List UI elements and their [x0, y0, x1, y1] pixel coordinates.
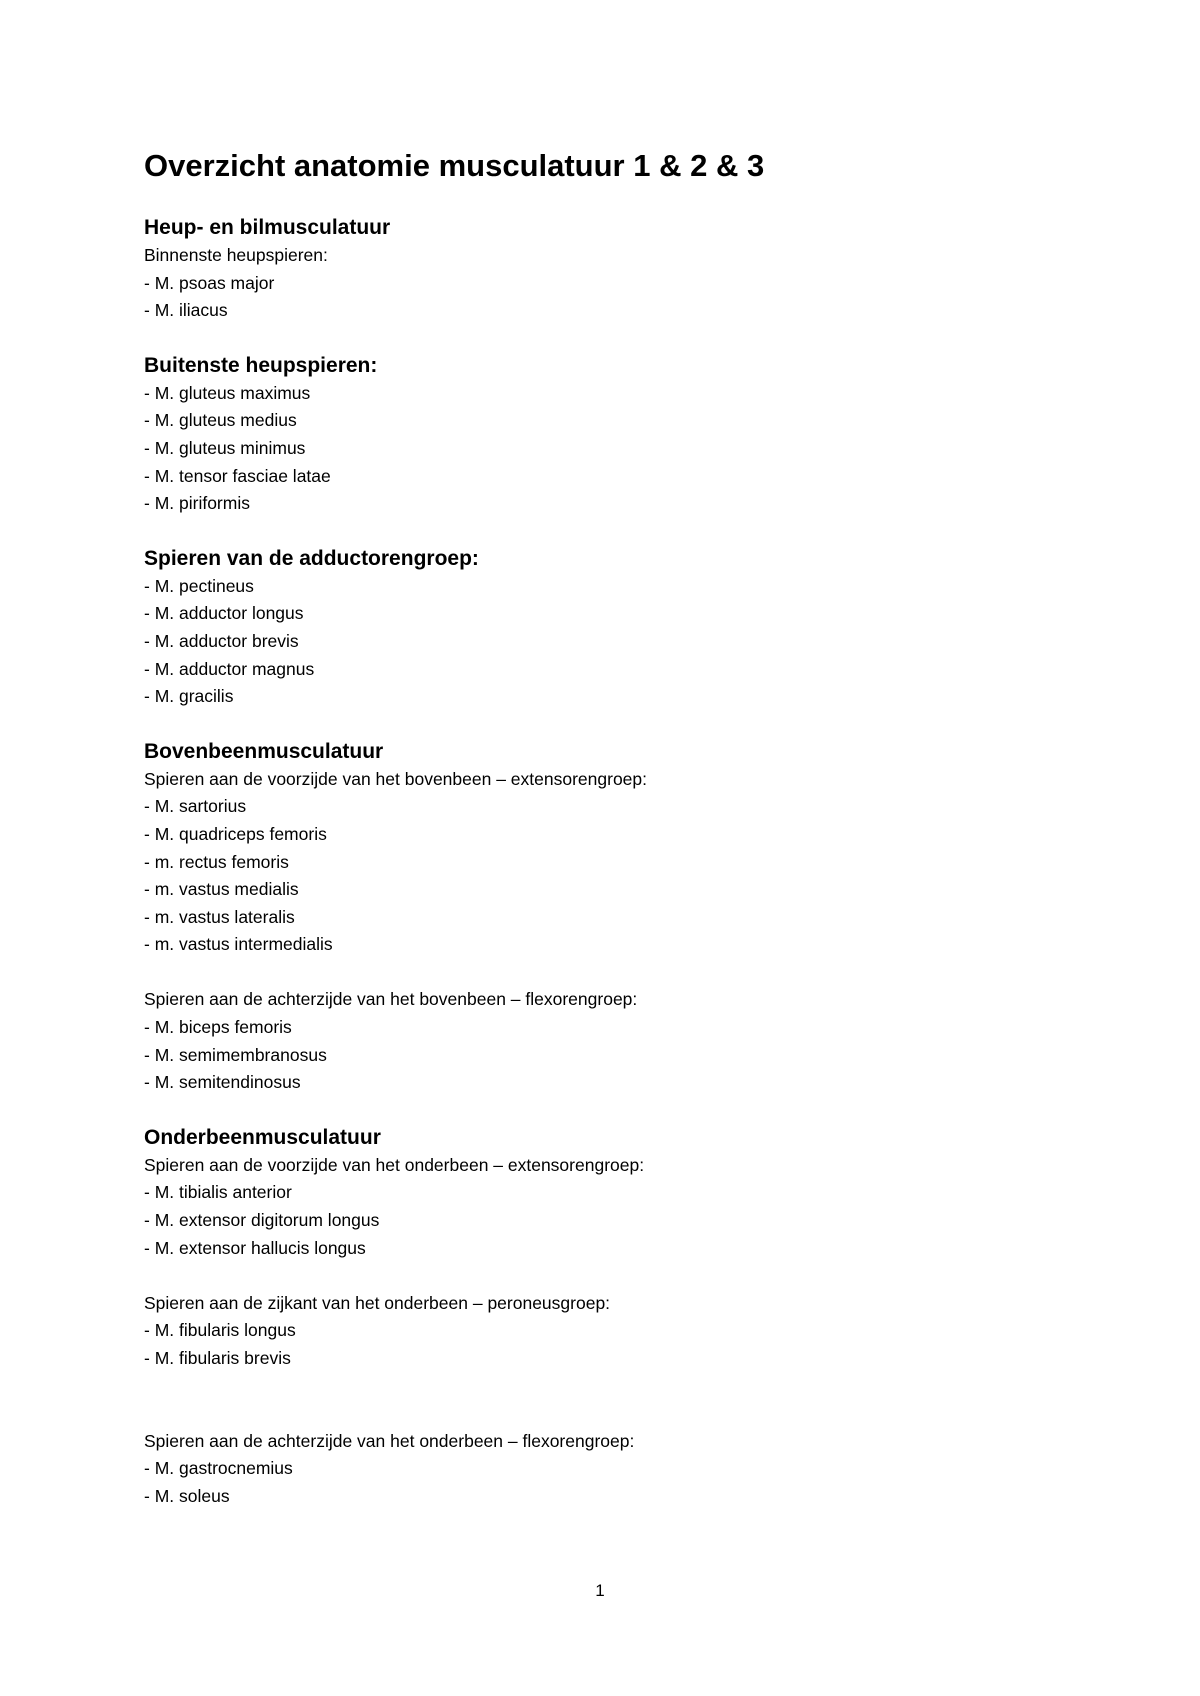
list-item: - M. extensor hallucis longus [144, 1237, 366, 1258]
section-heading: Buitenste heupspieren: [144, 353, 378, 377]
list-item: - M. pectineus [144, 575, 254, 596]
spacer [144, 1097, 1064, 1124]
list-item: - m. vastus medialis [144, 879, 299, 900]
subheading: Spieren aan de zijkant van het onderbeen – peroneusgroep: [144, 1292, 611, 1313]
page-number: 1 [595, 1581, 605, 1600]
spacer [144, 1262, 1064, 1290]
section-heading: Heup- en bilmusculatuur [144, 216, 391, 239]
list-item: - M. adductor magnus [144, 658, 315, 679]
list-item: - M. sartorius [144, 796, 247, 817]
muscle-list [144, 1317, 1064, 1372]
muscle-list [144, 793, 1064, 959]
list-item: - M. gluteus maximus [144, 382, 311, 403]
list-item: - M. semitendinosus [144, 1072, 301, 1093]
list-item: - M. adductor longus [144, 603, 304, 624]
subheading: Spieren aan de voorzijde van het onderbeen – extensorengroep: [144, 1154, 645, 1175]
muscle-list [144, 380, 1064, 518]
list-item: - M. biceps femoris [144, 1017, 292, 1038]
document-page [144, 146, 1064, 1510]
spacer [144, 518, 1064, 545]
list-item: - M. tensor fasciae latae [144, 465, 331, 486]
section-zijkant-onderbeen [144, 1290, 1064, 1373]
section-achterzijde-onderbeen [144, 1428, 1064, 1511]
spacer [144, 959, 1064, 987]
list-item: - M. extensor digitorum longus [144, 1210, 380, 1231]
section-heading: Spieren van de adductorengroep: [144, 546, 479, 570]
muscle-list [144, 573, 1064, 711]
list-item: - M. quadriceps femoris [144, 823, 327, 844]
list-item: - M. semimembranosus [144, 1044, 327, 1065]
section-heup-en-bilmusculatuur [144, 214, 1064, 325]
list-item: - M. fibularis longus [144, 1320, 296, 1341]
section-bovenbeenmusculatuur [144, 738, 1064, 959]
subheading: Spieren aan de voorzijde van het bovenbeen – extensorengroep: [144, 768, 648, 789]
section-heading: Bovenbeenmusculatuur [144, 739, 384, 763]
list-item: - M. adductor brevis [144, 630, 299, 651]
section-onderbeenmusculatuur [144, 1124, 1064, 1262]
list-item: - M. gluteus minimus [144, 437, 306, 458]
subheading: Binnenste heupspieren: [144, 245, 328, 265]
spacer [144, 1373, 1064, 1428]
muscle-list [144, 1179, 1064, 1262]
list-item: - m. vastus lateralis [144, 906, 295, 927]
list-item: - M. gracilis [144, 686, 234, 707]
muscle-list [144, 1014, 1064, 1097]
list-item: - M. iliacus [144, 300, 228, 321]
section-achterzijde-bovenbeen [144, 986, 1064, 1096]
list-item: - M. gastrocnemius [144, 1458, 293, 1479]
muscle-list [144, 270, 1064, 325]
muscle-list [144, 1455, 1064, 1510]
section-buitenste-heupspieren [144, 352, 1064, 518]
page-title: Overzicht anatomie musculatuur 1 & 2 & 3 [144, 148, 765, 183]
list-item: - M. piriformis [144, 493, 250, 514]
list-item: - m. rectus femoris [144, 851, 289, 872]
list-item: - M. tibialis anterior [144, 1182, 292, 1203]
list-item: - M. fibularis brevis [144, 1348, 291, 1368]
subheading: Spieren aan de achterzijde van het bovenbeen – flexorengroep: [144, 989, 638, 1010]
spacer [144, 325, 1064, 352]
list-item: - M. psoas major [144, 272, 275, 293]
list-item: - M. gluteus medius [144, 410, 297, 431]
section-adductorengroep [144, 545, 1064, 711]
subheading: Spieren aan de achterzijde van het onderbeen – flexorengroep: [144, 1430, 635, 1451]
list-item: - M. soleus [144, 1485, 230, 1506]
list-item: - m. vastus intermedialis [144, 934, 333, 955]
spacer [144, 711, 1064, 738]
section-heading: Onderbeenmusculatuur [144, 1125, 381, 1149]
